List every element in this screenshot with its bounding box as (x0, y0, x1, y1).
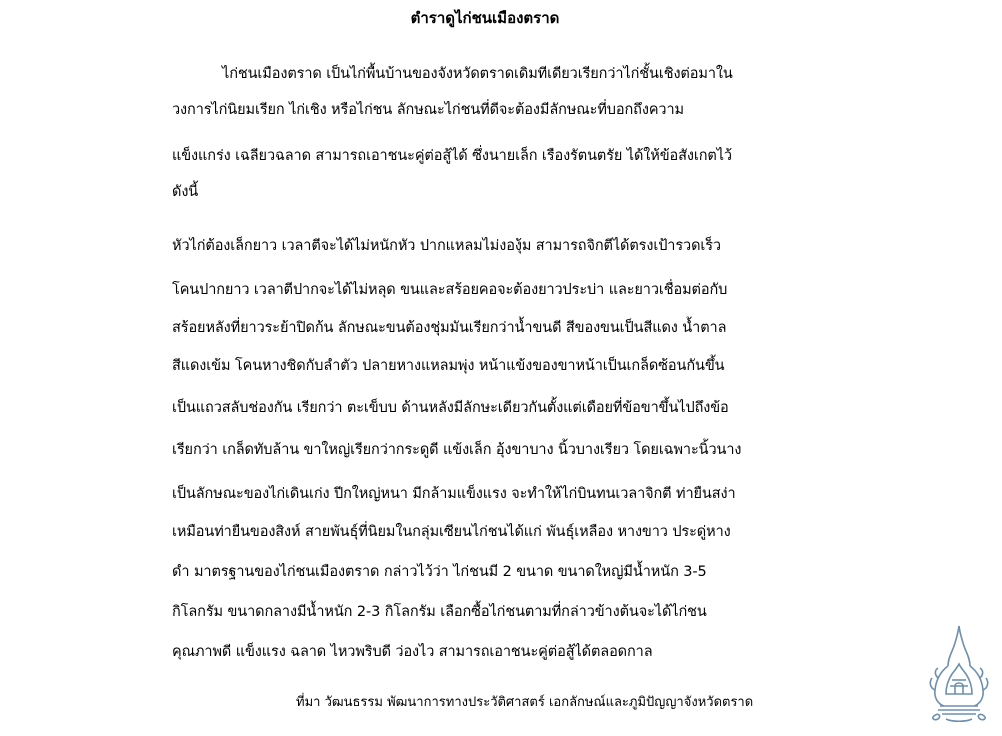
paragraph-line: เป็นลักษณะของไก่เดินเก่ง ปีกใหญ่หนา มีกล้ามแข็งแรง จะทำให้ไก่บินทนเวลาจิกตี ท่ายืนสง่า (172, 486, 736, 502)
paragraph-line: สีแดงเข้ม โคนหางชิดกับลำตัว ปลายหางแหลมพุ่ง หน้าแข้งของขาหน้าเป็นเกล็ดซ้อนกันขึ้น (172, 358, 725, 374)
paragraph-line: คุณภาพดี แข็งแรง ฉลาด ไหวพริบดี ว่องไว สามารถเอาชนะคู่ต่อสู้ได้ตลอดกาล (172, 644, 653, 660)
paragraph-line: หัวไก่ต้องเล็กยาว เวลาตีจะได้ไม่หนักหัว ปากแหลมไม่งองุ้ม สามารถจิกตีได้ตรงเป้ารวดเร็ว (172, 238, 721, 254)
paragraph-line: โคนปากยาว เวลาตีปากจะได้ไม่หลุด ขนและสร้อยคอจะต้องยาวประบ่า และยาวเชื่อมต่อกับ (172, 282, 728, 298)
paragraph-line: ดำ มาตรฐานของไก่ชนเมืองตราด กล่าวไว้ว่า ไก่ชนมี 2 ขนาด ขนาดใหญ่มีน้ำหนัก 3-5 (172, 564, 707, 580)
paragraph-line: กิโลกรัม ขนาดกลางมีน้ำหนัก 2-3 กิโลกรัม เลือกซื้อไก่ชนตามที่กล่าวข้างต้นจะได้ไก่ชน (172, 604, 707, 620)
paragraph-line: แข็งแกร่ง เฉลียวฉลาด สามารถเอาชนะคู่ต่อสู้ได้ ซึ่งนายเล็ก เรืองรัตนตรัย ได้ให้ข้อสังเกตไว้ (172, 148, 732, 164)
paragraph-line: เหมือนท่ายืนของสิงห์ สายพันธุ์ที่นิยมในกลุ่มเซียนไก่ชนได้แก่ พันธุ์เหลือง หางขาว ประดู่หาง (172, 524, 731, 540)
paragraph-line: เป็นแถวสลับช่องกัน เรียกว่า ตะเข็บบ ด้านหลังมีลักษะเดียวกันตั้งแต่เดือยที่ข้อขาขึ้นไปถึงข้อ (172, 400, 729, 416)
paragraph-line: ดังนี้ (172, 184, 199, 200)
source-citation: ที่มา วัฒนธรรม พัฒนาการทางประวัติศาสตร์ เอกลักษณ์และภูมิปัญญาจังหวัดตราด (296, 695, 754, 710)
paragraph-line: วงการไก่นิยมเรียก ไก่เชิง หรือไก่ชน ลักษณะไก่ชนที่ดีจะต้องมีลักษณะที่บอกถึงความ (172, 102, 684, 118)
temple-emblem-icon (926, 624, 992, 724)
document-title: ตำราดูไก่ชนเมืองตราด (410, 9, 560, 27)
paragraph-line: เรียกว่า เกล็ดทับล้าน ขาใหญ่เรียกว่ากระดูดี แข้งเล็ก อุ้งขาบาง นิ้วบางเรียว โดยเฉพาะนิ้วนาง (172, 442, 742, 458)
paragraph-line: ไก่ชนเมืองตราด เป็นไก่พื้นบ้านของจังหวัดตราดเดิมทีเดียวเรียกว่าไก่ชั้นเชิงต่อมาใน (222, 66, 733, 82)
paragraph-line: สร้อยหลังที่ยาวระย้าปิดก้น ลักษณะขนต้องชุ่มมันเรียกว่าน้ำขนดี สีของขนเป็นสีแดง น้ำตาล (172, 320, 727, 336)
